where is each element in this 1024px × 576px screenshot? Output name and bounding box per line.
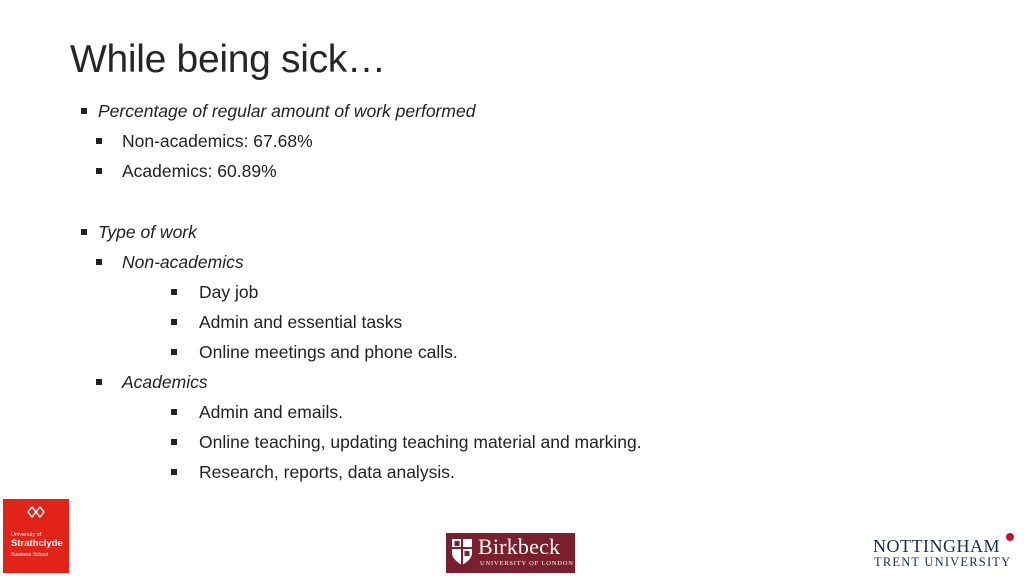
square-bullet-icon bbox=[171, 409, 177, 415]
bullet-heading-type-of-work: Type of work bbox=[81, 221, 197, 243]
strathclyde-crest-icon bbox=[27, 505, 45, 519]
strathclyde-logo bbox=[3, 499, 69, 573]
square-bullet-icon bbox=[171, 289, 177, 295]
slide-title: While being sick… bbox=[70, 38, 386, 81]
bullet-online-meetings: Online meetings and phone calls. bbox=[171, 341, 458, 363]
bullet-research: Research, reports, data analysis. bbox=[171, 461, 455, 483]
birkbeck-subtitle: UNIVERSITY OF LONDON bbox=[480, 560, 574, 567]
square-bullet-icon bbox=[171, 349, 177, 355]
birkbeck-logo bbox=[446, 533, 575, 573]
square-bullet-icon bbox=[96, 138, 102, 144]
bullet-admin-emails: Admin and emails. bbox=[171, 401, 343, 423]
square-bullet-icon bbox=[96, 379, 102, 385]
square-bullet-icon bbox=[81, 108, 87, 114]
square-bullet-icon bbox=[96, 259, 102, 265]
bullet-group-non-academics: Non-academics bbox=[96, 251, 244, 273]
ntu-badge-icon bbox=[1006, 533, 1014, 541]
strathclyde-line2: Strathclyde bbox=[11, 538, 63, 549]
birkbeck-shield-icon bbox=[451, 538, 473, 566]
bullet-non-academics-percent: Non-academics: 67.68% bbox=[96, 130, 313, 152]
square-bullet-icon bbox=[171, 469, 177, 475]
square-bullet-icon bbox=[81, 229, 87, 235]
strathclyde-line3: Business School bbox=[11, 552, 48, 558]
bullet-group-academics: Academics bbox=[96, 371, 208, 393]
strathclyde-line1: University of bbox=[11, 532, 42, 538]
bullet-admin-essential: Admin and essential tasks bbox=[171, 311, 402, 333]
birkbeck-name: Birkbeck bbox=[478, 534, 561, 559]
square-bullet-icon bbox=[96, 168, 102, 174]
square-bullet-icon bbox=[171, 439, 177, 445]
ntu-line2: TRENT UNIVERSITY bbox=[874, 555, 1012, 569]
ntu-line1: NOTTINGHAM bbox=[873, 536, 1000, 556]
square-bullet-icon bbox=[171, 319, 177, 325]
bullet-heading-percentage: Percentage of regular amount of work performed bbox=[81, 100, 475, 122]
bullet-day-job: Day job bbox=[171, 281, 258, 303]
bullet-academics-percent: Academics: 60.89% bbox=[96, 160, 277, 182]
ntu-logo bbox=[873, 536, 1019, 572]
bullet-online-teaching: Online teaching, updating teaching material and marking. bbox=[171, 431, 642, 453]
